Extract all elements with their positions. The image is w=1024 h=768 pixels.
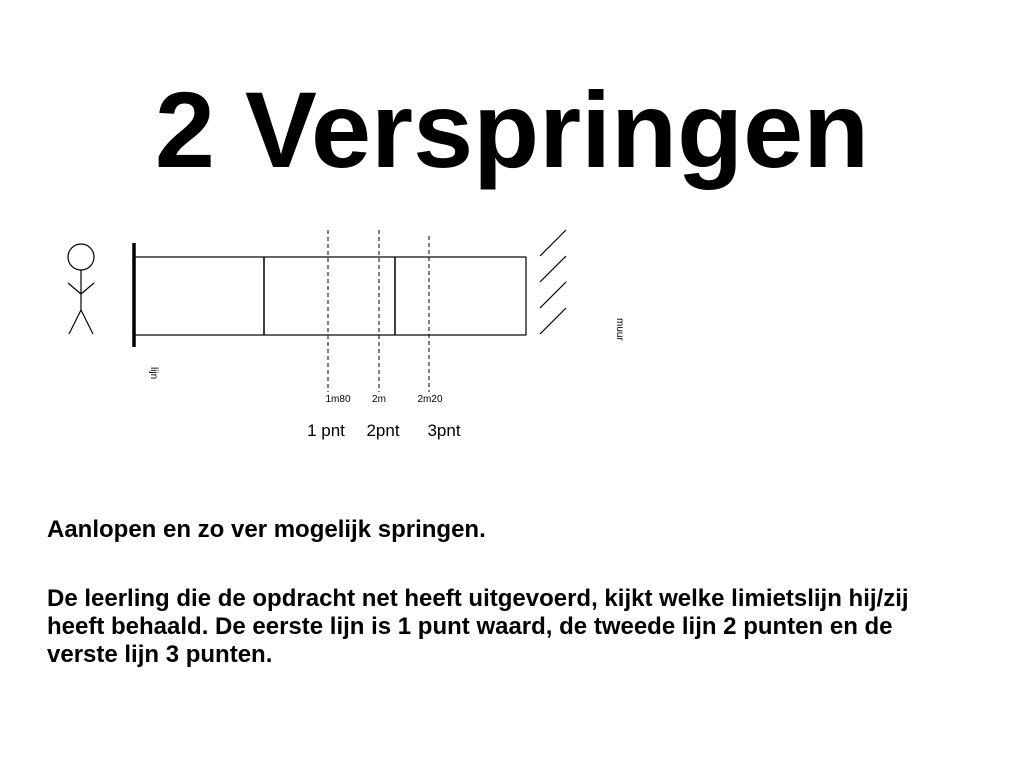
distance-label: 2m20 — [417, 394, 443, 405]
point-label: 1 pnt — [307, 421, 345, 440]
page-title: 2 Verspringen — [154, 69, 870, 190]
scoring-text: De leerling die de opdracht net heeft uitgevoerd, kijkt welke limietslijn hij/zij heeft behaald. De eerste lijn is 1 punt waard, de tweede lijn 2 punten en de verste lijn 3 punten. — [47, 585, 909, 668]
instruction-text: Aanlopen en zo ver mogelijk springen. — [47, 516, 486, 543]
stick-figure-icon — [68, 244, 94, 334]
wall-hatching — [540, 230, 566, 334]
wall-label: muur — [614, 318, 625, 341]
distance-label: 1m80 — [325, 394, 351, 405]
start-line-label: lijn — [148, 367, 159, 380]
distance-label: 2m — [372, 394, 386, 405]
point-label: 3pnt — [427, 421, 461, 440]
jump-lane — [134, 257, 526, 335]
point-label: 2pnt — [366, 421, 400, 440]
